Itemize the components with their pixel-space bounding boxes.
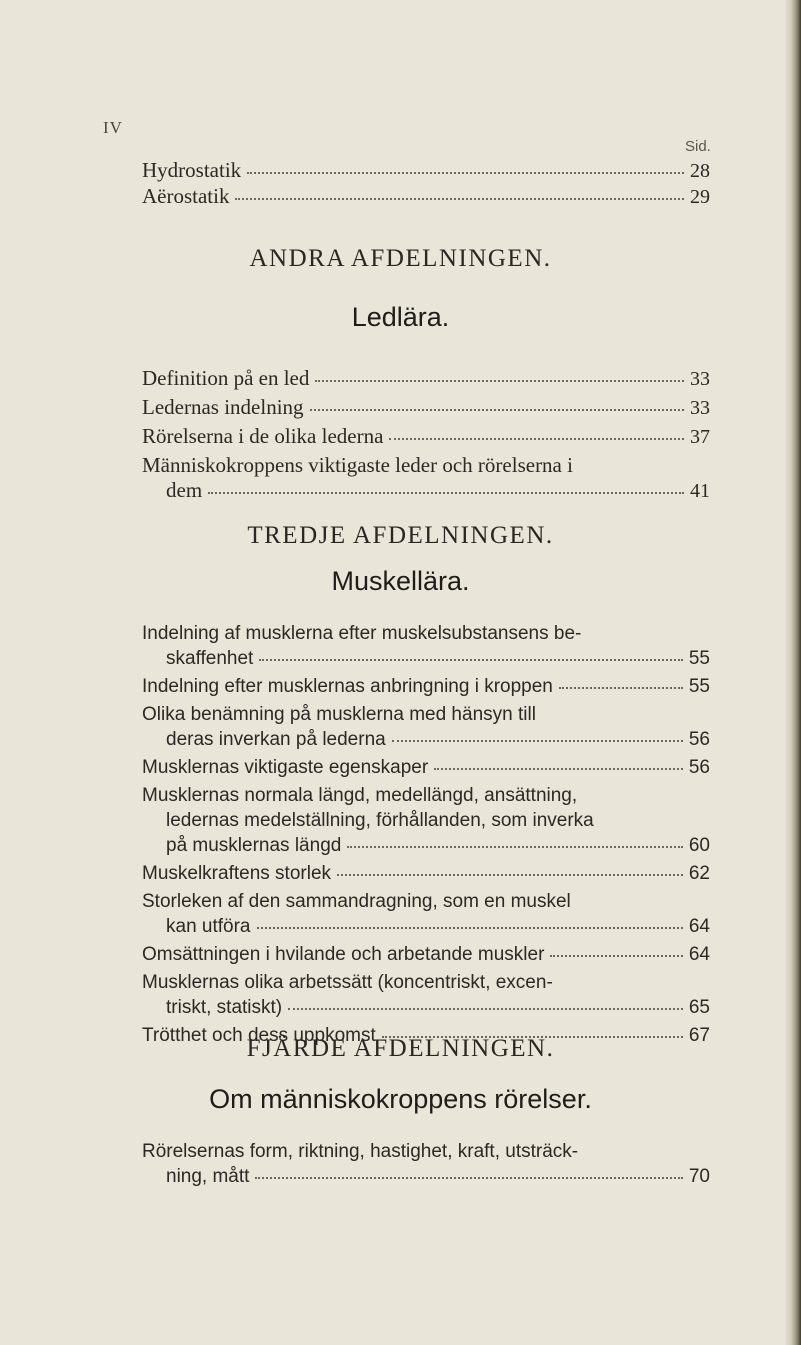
- toc-entry-title-line: Olika benämning på musklerna med hänsyn till: [142, 704, 536, 725]
- leader-dots: [257, 923, 683, 929]
- toc-entry-page: 28: [690, 160, 710, 182]
- leader-dots: [247, 168, 684, 174]
- toc-entry-page: 37: [690, 426, 710, 448]
- toc-entry-title-line: på musklernas längd: [166, 835, 342, 856]
- leader-dots: [347, 842, 683, 848]
- toc-entry-page: 55: [688, 676, 710, 697]
- toc-entry: [142, 861, 710, 886]
- section-heading: TREDJE AFDELNINGEN.: [247, 522, 554, 549]
- toc-entry-title: Indelning efter musklernas anbringning i kroppen: [142, 676, 553, 697]
- section-subheading: Muskellära.: [331, 566, 470, 596]
- toc-entry-title-line: Musklernas olika arbetssätt (koncentriskt, excen-: [142, 972, 553, 993]
- toc-entry: [142, 621, 710, 671]
- toc-entry: [142, 674, 710, 699]
- toc-entry: [142, 889, 710, 939]
- toc-entry-page: 29: [690, 186, 710, 208]
- toc-section-muskellara: [142, 621, 710, 1048]
- toc-entry-title-line: deras inverkan på lederna: [166, 729, 386, 750]
- leader-dots: [315, 376, 684, 382]
- toc-entry: [142, 942, 710, 967]
- page-column-label: Sid.: [685, 138, 711, 155]
- leader-dots: [337, 870, 683, 876]
- toc-entry-page: 33: [690, 397, 710, 419]
- toc-entry-page: 67: [688, 1025, 710, 1046]
- leader-dots: [255, 1173, 682, 1179]
- leader-dots: [259, 655, 683, 661]
- page-edge-shadow: [785, 0, 801, 1345]
- toc-entry-title: Definition på en led: [142, 366, 310, 390]
- toc-entry-title-line: Människokroppens viktigaste leder och rörelserna i: [142, 453, 573, 477]
- leader-dots: [389, 434, 684, 440]
- toc-entry-page: 62: [688, 863, 710, 884]
- toc-entry-title-line: Storleken af den sammandragning, som en muskel: [142, 891, 571, 912]
- toc-entry: [142, 366, 710, 392]
- toc-entry-title-line: skaffenhet: [166, 648, 254, 669]
- toc-entry: [142, 184, 710, 210]
- toc-entry-title-line: triskt, statiskt): [166, 997, 283, 1018]
- toc-entry-title-line: Indelning af musklerna efter muskelsubstansens be-: [142, 623, 582, 644]
- toc-entry-title-line: ning, mått: [166, 1166, 250, 1187]
- toc-entry-title-line: Rörelsernas form, riktning, hastighet, kraft, utsträck-: [142, 1141, 579, 1162]
- toc-entry-page: 56: [688, 729, 710, 750]
- toc-entry-title: Musklernas viktigaste egenskaper: [142, 757, 429, 778]
- toc-entry-page: 56: [688, 757, 710, 778]
- toc-entry: [142, 783, 710, 858]
- page-number: IV: [103, 118, 123, 137]
- leader-dots: [559, 683, 683, 689]
- leader-dots: [550, 951, 682, 957]
- toc-entry-title-line: Musklernas normala längd, medellängd, ansättning,: [142, 785, 578, 806]
- toc-entry-page: 33: [690, 368, 710, 390]
- toc-entry-title: Aërostatik: [142, 184, 230, 208]
- toc-entry-page: 70: [688, 1166, 710, 1187]
- toc-entry: [142, 453, 710, 504]
- toc-entry-title-line: kan utföra: [166, 916, 251, 937]
- leader-dots: [434, 764, 683, 770]
- section-heading: ANDRA AFDELNINGEN.: [249, 245, 552, 272]
- toc-entry-title: Trötthet och dess uppkomst: [142, 1025, 376, 1046]
- section-heading: FJÄRDE AFDELNINGEN.: [246, 1035, 555, 1062]
- toc-entry-title-line: ledernas medelställning, förhållanden, som inverka: [166, 810, 594, 831]
- section-subheading: Ledlära.: [351, 302, 450, 332]
- toc-entry-title: Hydrostatik: [142, 158, 242, 182]
- toc-prelude: [142, 158, 710, 210]
- toc-section-ledlara: [142, 366, 710, 504]
- toc-entry: [142, 395, 710, 421]
- toc-entry: [142, 755, 710, 780]
- toc-entry-title: Omsättningen i hvilande och arbetande muskler: [142, 944, 545, 965]
- toc-entry-page: 65: [688, 997, 710, 1018]
- toc-entry-title: Ledernas indelning: [142, 395, 304, 419]
- toc-entry: [142, 970, 710, 1020]
- leader-dots: [392, 736, 683, 742]
- toc-entry: [142, 158, 710, 184]
- toc-entry: [142, 424, 710, 450]
- toc-entry-page: 64: [688, 916, 710, 937]
- toc-entry: [142, 1139, 710, 1189]
- toc-entry-title: Rörelserna i de olika lederna: [142, 424, 384, 448]
- toc-entry: [142, 702, 710, 752]
- toc-entry-title-line: dem: [166, 478, 203, 502]
- section-subheading: Om människokroppens rörelser.: [209, 1084, 592, 1114]
- toc-entry-page: 64: [688, 944, 710, 965]
- leader-dots: [310, 405, 684, 411]
- toc-section-rorelser: [142, 1139, 710, 1189]
- toc-entry-page: 41: [690, 480, 710, 502]
- toc-entry-page: 55: [688, 648, 710, 669]
- leader-dots: [208, 488, 684, 494]
- leader-dots: [288, 1004, 683, 1010]
- leader-dots: [235, 194, 684, 200]
- toc-entry-page: 60: [688, 835, 710, 856]
- toc-entry-title: Muskelkraftens storlek: [142, 863, 332, 884]
